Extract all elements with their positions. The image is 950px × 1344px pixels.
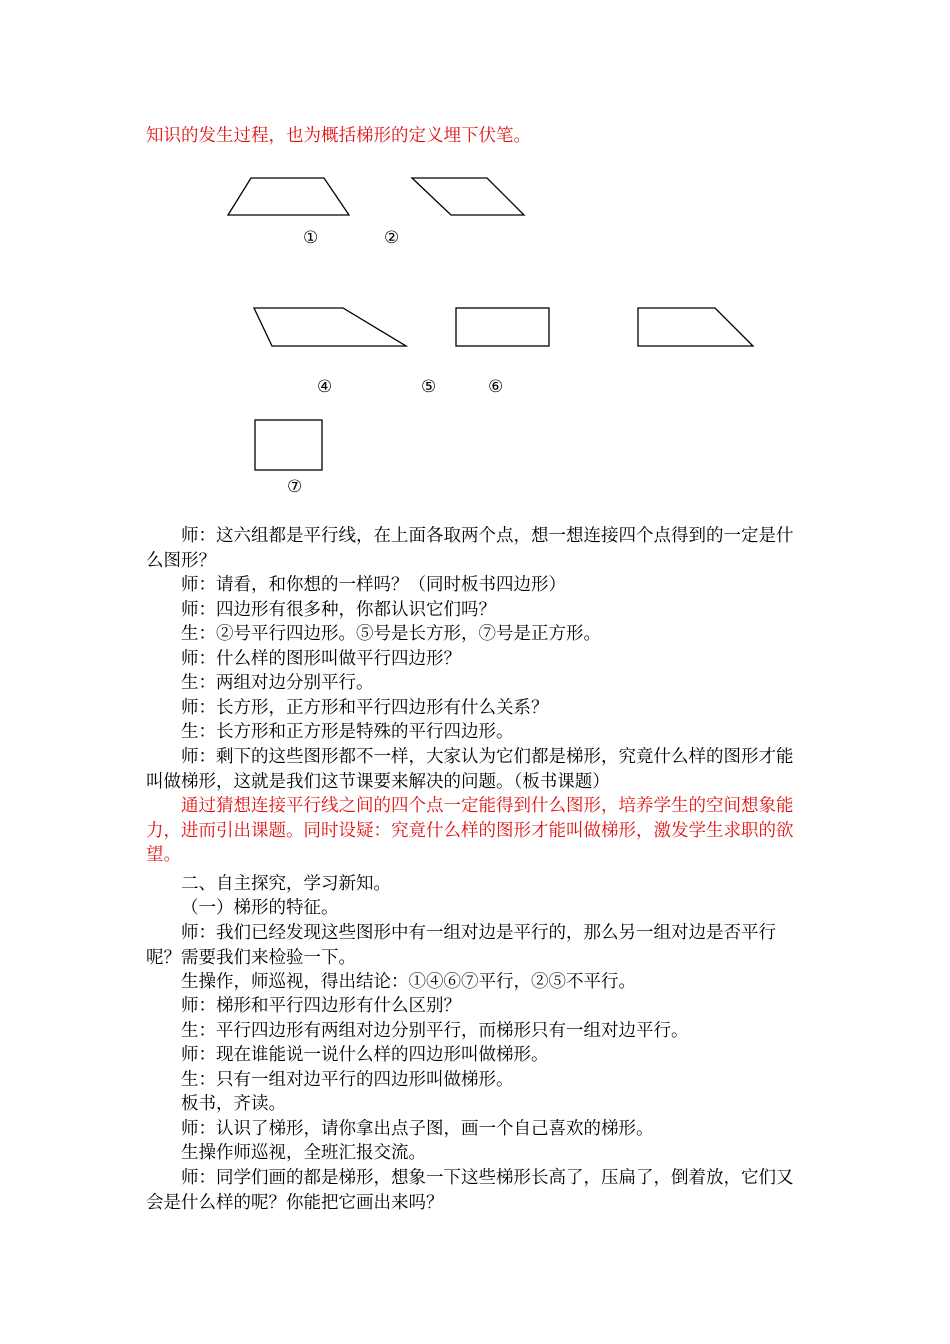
dialogue-line: 师：同学们画的都是梯形，想象一下这些梯形长高了，压扁了，倒着放，它们又会是什么样的呢？你能把它画出来吗？ [146,1168,794,1213]
shape-2-parallelogram [412,178,524,215]
shape-6-trapezoid [638,308,753,346]
dialogue-line: 师：这六组都是平行线，在上面各取两个点，想一想连接四个点得到的一定是什么图形？ [146,526,794,571]
intro-note: 知识的发生过程，也为概括梯形的定义埋下伏笔。 [146,126,531,146]
figure-label: ④ [317,377,333,397]
dialogue-line: 板书，齐读。 [181,1094,286,1114]
dialogue-line: 生：长方形和正方形是特殊的平行四边形。 [181,722,514,742]
dialogue-line: 生：只有一组对边平行的四边形叫做梯形。 [181,1070,514,1090]
figure-label: ② [384,228,400,248]
dialogue-line: 师：我们已经发现这些图形中有一组对边是平行的，那么另一组对边是否平行呢？需要我们来检验一下。 [146,923,776,968]
dialogue-line: 生操作师巡视，全班汇报交流。 [181,1143,426,1163]
quadrilateral-figures [0,0,950,500]
subsection-heading: （一）梯形的特征。 [181,898,339,918]
section-heading: 二、自主探究，学习新知。 [181,874,391,894]
shape-5-rectangle [456,308,549,346]
dialogue-line: 师：四边形有很多种，你都认识它们吗？ [181,600,496,620]
shape-4-trapezoid [254,308,406,346]
dialogue-line: 生：平行四边形有两组对边分别平行，而梯形只有一组对边平行。 [181,1021,689,1041]
dialogue-line: 师：现在谁能说一说什么样的四边形叫做梯形。 [181,1045,549,1065]
dialogue-line: 师：认识了梯形，请你拿出点子图，画一个自己喜欢的梯形。 [181,1119,654,1139]
dialogue-line: 生：②号平行四边形。⑤号是长方形，⑦号是正方形。 [181,624,601,644]
dialogue-line: 师：请看，和你想的一样吗？（同时板书四边形） [181,575,566,595]
dialogue-line: 师：长方形，正方形和平行四边形有什么关系？ [181,698,549,718]
figure-label: ⑥ [488,377,504,397]
dialogue-line: 师：剩下的这些图形都不一样，大家认为它们都是梯形，究竟什么样的图形才能叫做梯形，这就是我们这节课要来解决的问题。（板书课题） [146,747,794,792]
figure-label: ⑤ [421,377,437,397]
dialogue-line: 生：两组对边分别平行。 [181,673,374,693]
figure-label: ⑦ [287,477,303,497]
dialogue-line: 师：梯形和平行四边形有什么区别？ [181,996,461,1016]
shape-1-trapezoid [228,178,349,215]
figure-label: ① [303,228,319,248]
dialogue-line: 生操作，师巡视，得出结论：①④⑥⑦平行，②⑤不平行。 [181,972,636,992]
shape-7-square [255,420,322,470]
dialogue-line: 师：什么样的图形叫做平行四边形？ [181,649,461,669]
design-note: 通过猜想连接平行线之间的四个点一定能得到什么图形，培养学生的空间想象能力，进而引出课题。同时设疑：究竟什么样的图形才能叫做梯形，激发学生求职的欲望。 [146,796,794,865]
